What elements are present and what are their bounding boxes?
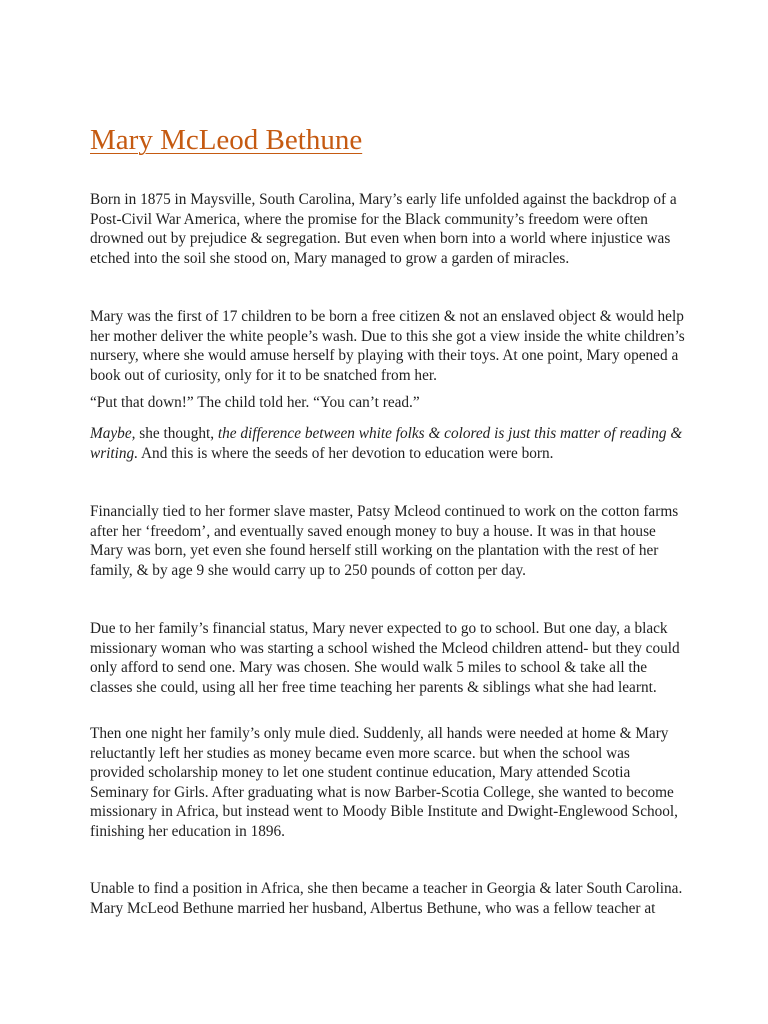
text-line: Mary was the first of 17 children to be born a free citizen & not an enslaved object & would help (90, 308, 684, 325)
paragraph-maybe (90, 424, 690, 463)
text-line: missionary woman who was starting a school wished the Mcleod children attend- but they could (90, 639, 680, 657)
text-line: book out of curiosity, only for it to be snatched from her. (90, 366, 437, 384)
text-line: nursery, where she would amuse herself by playing with their toys. At one point, Mary opened a (90, 347, 679, 364)
text-line: missionary in Africa, but instead went to Moody Bible Institute and Dwight-Englewood School, (90, 803, 679, 820)
paragraph-school (90, 619, 690, 697)
text-line: reluctantly left her studies as money became even more scarce. but when the school was (90, 744, 630, 762)
text-line: “Put that down!” The child told her. “You can’t read.” (90, 394, 420, 411)
text-line: Mary was born, yet even she found herself still working on the plantation with the rest of her (90, 542, 659, 559)
document-title: Mary McLeod Bethune (90, 124, 363, 156)
paragraph-first-free-child (90, 307, 690, 385)
text-line: only afford to send one. Mary was chosen. She would walk 5 miles to school & take all the (90, 659, 648, 676)
text-line: her mother deliver the white people’s wash. Due to this she got a view inside the white children’s (90, 327, 685, 345)
paragraph-mule-died (90, 724, 690, 841)
text-line: Then one night her family’s only mule died. Suddenly, all hands were needed at home & Mary (90, 725, 669, 742)
text-line: Financially tied to her former slave master, Patsy Mcleod continued to work on the cotton farms (90, 503, 679, 520)
plain-text: she thought, (135, 425, 218, 442)
italic-text: Maybe, (90, 425, 136, 442)
paragraph-africa-position (90, 879, 690, 918)
text-line: drowned out by prejudice & segregation. But even when born into a world where injustice was (90, 230, 671, 247)
paragraph-financially-tied (90, 502, 690, 580)
text-line (90, 424, 690, 444)
text-line (90, 444, 690, 464)
paragraph-quote (90, 393, 690, 413)
text-line: Due to her family’s financial status, Mary never expected to go to school. But one day, a black (90, 620, 668, 637)
text-line: classes she could, using all her free time teaching her parents & siblings what she had learnt. (90, 678, 657, 696)
text-line: after her ‘freedom’, and eventually saved enough money to buy a house. It was in that house (90, 522, 656, 540)
text-line: Post-Civil War America, where the promise for the Black community’s freedom were often (90, 210, 648, 228)
text-line: family, & by age 9 she would carry up to 250 pounds of cotton per day. (90, 561, 527, 579)
text-line: Seminary for Girls. After graduating what is now Barber-Scotia College, she wanted to become (90, 783, 674, 801)
paragraph-early-life (90, 190, 690, 268)
text-line: finishing her education in 1896. (90, 822, 285, 840)
text-line: etched into the soil she stood on, Mary managed to grow a garden of miracles. (90, 249, 570, 267)
italic-text: writing. (90, 444, 139, 462)
text-line: Unable to find a position in Africa, she then became a teacher in Georgia & later South Carolina. (90, 880, 683, 897)
text-line: provided scholarship money to let one student continue education, Mary attended Scotia (90, 764, 631, 781)
text-line: Mary McLeod Bethune married her husband, Albertus Bethune, who was a fellow teacher at (90, 899, 656, 917)
plain-text: And this is where the seeds of her devotion to education were born. (138, 444, 554, 462)
italic-text: the difference between white folks & colored is just this matter of reading & (217, 425, 683, 442)
text-line: Born in 1875 in Maysville, South Carolina, Mary’s early life unfolded against the backdrop of a (90, 191, 677, 208)
